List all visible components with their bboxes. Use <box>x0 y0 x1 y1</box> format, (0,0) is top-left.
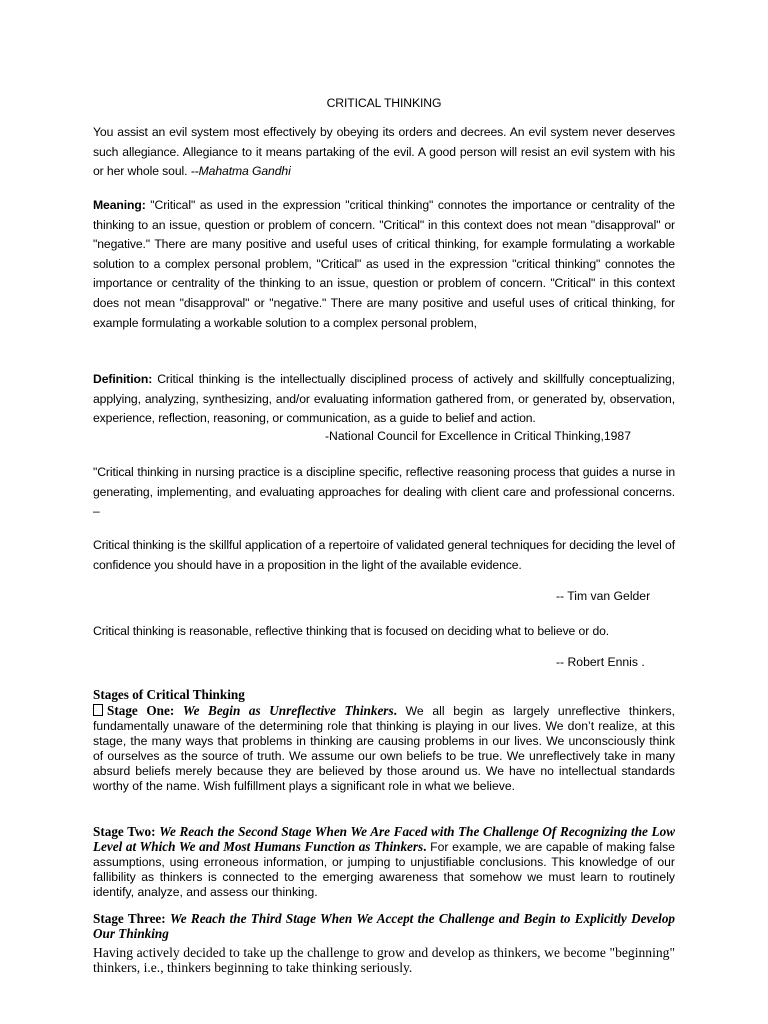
stage-two-text: For example, we are capable of making false assumptions, using erroneous information, or jumping to unjustifiable conclusions. This knowledge of our fallibility as thinkers is connected to the emerging awareness that somehow we must learn to routinely identify, analyze, and assess our thinking. <box>93 839 675 899</box>
gandhi-quote <box>93 123 675 182</box>
definition-source: -National Council for Excellence in Critical Thinking,1987 <box>325 429 631 443</box>
stages-heading: Stages of Critical Thinking <box>93 687 245 702</box>
quote-author: --Mahatma Gandhi <box>190 164 291 179</box>
meaning-label: Meaning: <box>93 198 146 212</box>
stage-two-label: Stage Two: <box>93 824 156 839</box>
nursing-paragraph: "Critical thinking in nursing practice is a discipline specific, reflective reasoning process that guides a nurse in generating, implementing, and evaluating approaches for dealing with client care and professional concerns. – <box>93 465 675 519</box>
definition-paragraph <box>93 370 675 429</box>
stage-one-text: We all begin as largely unreflective thinkers, fundamentally unaware of the determining role that thinking is playing in our lives. We don’t realize, at this stage, the many ways that problems in thinking are causing problems in our lives. We unconsciously think of ourselves as the source of truth. We assume our own beliefs to be true. We unreflectively take in many absurd beliefs merely because they are believed by those around us. We have no intellectual standards worthy of the name. Wish fulfillment plays a significant role in what we believe. <box>93 704 675 793</box>
stage-two-title: We Reach the Second Stage When We Are Faced with The Challenge Of Recognizing the Low Level at Which We and Most Humans Function as Thinkers <box>93 824 676 854</box>
vangelder-author: -- Tim van Gelder <box>556 589 651 603</box>
page-title: CRITICAL THINKING <box>326 96 442 110</box>
stage-three-label: Stage Three: <box>93 911 166 926</box>
bullet-box-icon <box>93 704 103 716</box>
stage-three-title: We Reach the Third Stage When We Accept the Challenge and Begin to Explicitly Develop Our Thinking <box>93 911 676 941</box>
ennis-author: -- Robert Ennis . <box>556 655 645 669</box>
meaning-text: "Critical" as used in the expression "critical thinking" connotes the importance or centrality of the thinking to an issue, question or problem of concern. "Critical" in this context does not mean "disapproval" or "negative." There are many positive and useful uses of critical thinking, for example formulating a workable solution to a complex personal problem, "Critical" as used in the expression "critical thinking" connotes the importance or centrality of the thinking to an issue, question or problem of concern. "Critical" in this context does not mean "disapproval" or "negative." There are many positive and useful uses of critical thinking, for example formulating a workable solution to a complex personal problem, <box>93 198 675 330</box>
meaning-paragraph <box>93 196 675 333</box>
definition-label: Definition: <box>93 372 153 386</box>
stage-two-paragraph: Stage Two: We Reach the Second Stage When We Are Faced with The Challenge Of Recognizing the Low Level at Which We and Most Humans Function as Thinkers. For example, we are capable of making false assumptions, using erroneous information, or jumping to unjustifiable conclusions. This knowledge of our fallibility as thinkers is connected to the emerging awareness that somehow we must learn to routinely identify, analyze, and assess our thinking. <box>93 824 676 899</box>
stage-one-label: Stage One: <box>107 703 175 718</box>
definition-text: Critical thinking is the intellectually disciplined process of actively and skillfully conceptualizing, applying, analyzing, synthesizing, and/or evaluating information gathered from, or generated by, observation, experience, reflection, reasoning, or communication, as a guide to belief and action. <box>93 372 675 426</box>
quote-text: You assist an evil system most effectively by obeying its orders and decrees. An evil system never deserves such allegiance. Allegiance to it means partaking of the evil. A good person will resist an evil system with his or her whole soul. <box>93 125 675 179</box>
stage-three-heading <box>93 912 675 942</box>
stage-three-text: Having actively decided to take up the challenge to grow and develop as thinkers, we become "beginning" thinkers, i.e., thinkers beginning to take thinking seriously. <box>93 945 675 975</box>
stage-one-paragraph: Stage One: We Begin as Unreflective Thinkers. We all begin as largely unreflective thinkers, fundamentally unaware of the determining role that thinking is playing in our lives. We don’t realize, at this stage, the many ways that problems in thinking are causing problems in our lives. We unconsciously think of ourselves as the source of truth. We assume our own beliefs to be true. We unreflectively take in many absurd beliefs merely because they are believed by those around us. We have no intellectual standards worthy of the name. Wish fulfillment plays a significant role in what we believe. <box>93 703 675 793</box>
stage-one-title: We Begin as Unreflective Thinkers <box>182 703 394 718</box>
ennis-paragraph: Critical thinking is reasonable, reflective thinking that is focused on deciding what to believe or do. <box>93 624 610 638</box>
vangelder-paragraph: Critical thinking is the skillful application of a repertoire of validated general techniques for deciding the level of confidence you should have in a proposition in the light of the available evidence. <box>93 538 675 572</box>
